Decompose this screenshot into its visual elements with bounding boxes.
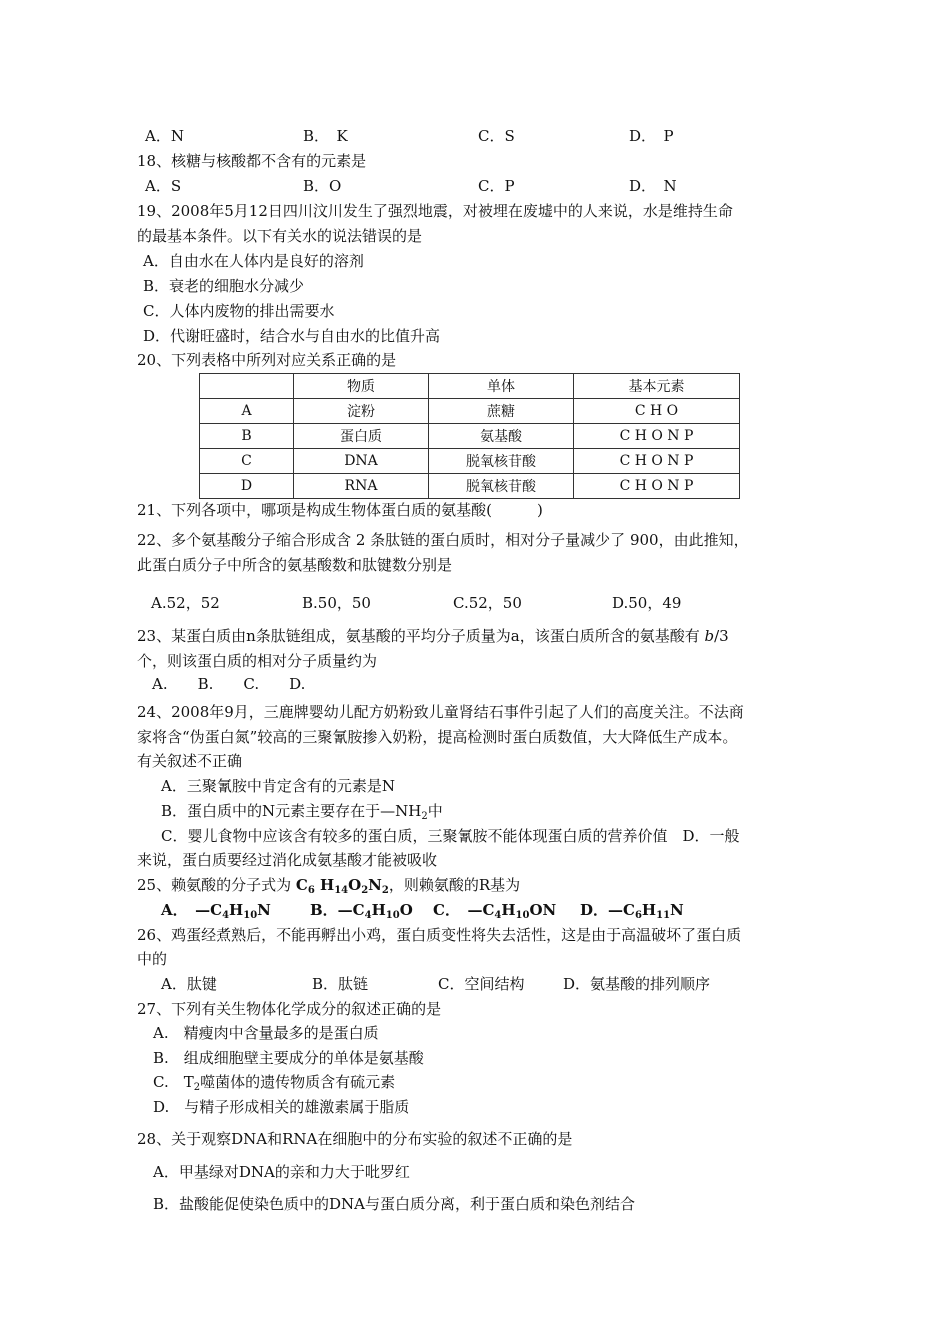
q18-stem: 18、核糖与核酸都不含有的元素是	[137, 152, 367, 170]
table-row	[200, 449, 740, 474]
table-header-cell: 物质	[294, 374, 429, 399]
q23-stem-line1	[137, 626, 729, 646]
q26-option-a: A．肽键	[161, 975, 217, 993]
q24-option-b	[161, 801, 443, 821]
table-cell: 蔗糖	[429, 399, 574, 424]
q27-stem: 27、下列有关生物体化学成分的叙述正确的是	[137, 1000, 442, 1018]
q21-stem: 21、下列各项中，哪项是构成生物体蛋白质的氨基酸( )	[137, 501, 543, 519]
q25-option-c: C． $—C_4H_{10}ON$	[433, 901, 557, 921]
q27-option-b: B. 组成细胞壁主要成分的单体是氨基酸	[153, 1049, 424, 1067]
q17-option-b: B． K	[303, 127, 348, 145]
q26-option-d: D．氨基酸的排列顺序	[563, 975, 711, 993]
q24-stem-line1: 24、2008年9月，三鹿牌婴幼儿配方奶粉致儿童肾结石事件引起了人们的高度关注。不法商	[137, 703, 744, 721]
q28-stem: 28、关于观察DNA和RNA在细胞中的分布实验的叙述不正确的是	[137, 1130, 573, 1148]
table-cell: 淀粉	[294, 399, 429, 424]
q26-stem-line1: 26、鸡蛋经煮熟后，不能再孵出小鸡，蛋白质变性将失去活性，这是由于高温破坏了蛋白质	[137, 926, 742, 944]
table-cell: C	[200, 449, 294, 474]
q24-option-b-tail: 中	[427, 802, 443, 820]
q19-option-b: B．衰老的细胞水分减少	[143, 277, 305, 295]
q18-option-b: B．O	[303, 177, 342, 195]
table-row	[200, 399, 740, 424]
table-header-cell	[200, 374, 294, 399]
q24-option-b-sub: 2	[421, 811, 428, 822]
q17-option-a: A．N	[145, 127, 184, 145]
q23-stem-var-b: b	[704, 627, 715, 645]
q24-option-a: A．三聚氰胺中肯定含有的元素是N	[161, 777, 395, 795]
q24-option-d-cont: 来说，蛋白质要经过消化成氨基酸才能被吸收	[137, 851, 438, 869]
table-cell: DNA	[294, 449, 429, 474]
q26-option-c: C．空间结构	[438, 975, 525, 993]
table-header-row	[200, 374, 740, 399]
q20-table	[199, 373, 740, 499]
q19-stem-line2: 的最基本条件。以下有关水的说法错误的是	[137, 227, 423, 245]
table-cell: C H O	[574, 399, 740, 424]
table-row	[200, 474, 740, 499]
q17-option-c: C．S	[478, 127, 515, 145]
q27-option-d: D. 与精子形成相关的雄激素属于脂质	[153, 1098, 410, 1116]
table-row	[200, 424, 740, 449]
table-cell: C H O N P	[574, 474, 740, 499]
table-cell: RNA	[294, 474, 429, 499]
q25-option-b: B．$—C_4H_{10}O$	[310, 901, 413, 921]
q25-option-d: D．$—C_6H_{11}N$	[580, 901, 684, 921]
table-cell: 蛋白质	[294, 424, 429, 449]
table-header-cell: 基本元素	[574, 374, 740, 399]
q20-stem: 20、下列表格中所列对应关系正确的是	[137, 351, 397, 369]
q19-option-c: C．人体内废物的排出需要水	[143, 302, 335, 320]
q27-option-a: A. 精瘦肉中含量最多的是蛋白质	[153, 1024, 379, 1042]
q19-option-a: A．自由水在人体内是良好的溶剂	[143, 252, 364, 270]
q24-option-b-text: B．蛋白质中的N元素主要存在于—NH	[161, 802, 422, 820]
q22-stem-line2: 此蛋白质分子中所含的氨基酸数和肽键数分别是	[137, 556, 453, 574]
q27-option-c: C. $T_2$噬菌体的遗传物质含有硫元素	[153, 1073, 396, 1093]
q23-stem-part3: /3	[714, 627, 729, 645]
q26-stem-line2: 中的	[137, 950, 168, 968]
q19-stem-line1: 19、2008年5月12日四川汶川发生了强烈地震，对被埋在废墟中的人来说，水是维持生命	[137, 202, 733, 220]
q25-stem-part1: 25、赖氨酸的分子式为	[137, 876, 296, 894]
q18-option-c: C．P	[478, 177, 515, 195]
q19-option-d: D．代谢旺盛时，结合水与自由水的比值升高	[143, 327, 441, 345]
table-cell: A	[200, 399, 294, 424]
q18-option-d: D． N	[629, 177, 677, 195]
table-cell: 脱氧核苷酸	[429, 449, 574, 474]
q18-option-a: A．S	[145, 177, 182, 195]
q25-option-a: A． $—C_4H_{10}N$	[161, 901, 271, 921]
table-cell: 氨基酸	[429, 424, 574, 449]
table-cell: D	[200, 474, 294, 499]
q22-stem-line1: 22、多个氨基酸分子缩合形成含 2 条肽链的蛋白质时，相对分子量减少了 900，由此推知，	[137, 531, 749, 549]
q25-stem	[137, 875, 520, 895]
q22-option-a: A.52，52	[151, 594, 220, 612]
table-cell: B	[200, 424, 294, 449]
table-header-cell: 单体	[429, 374, 574, 399]
table-cell: C H O N P	[574, 449, 740, 474]
q22-option-d: D.50，49	[612, 594, 682, 612]
q24-option-c: C．婴儿食物中应该含有较多的蛋白质，三聚氰胺不能体现蛋白质的营养价值 D．一般	[161, 827, 740, 845]
q22-option-c: C.52，50	[453, 594, 522, 612]
q17-option-d: D． P	[629, 127, 674, 145]
q24-stem-line2: 家将含“伪蛋白氮”较高的三聚氰胺掺入奶粉，提高检测时蛋白质数值，大大降低生产成本。	[137, 728, 738, 746]
table-cell: C H O N P	[574, 424, 740, 449]
q22-option-b: B.50，50	[302, 594, 371, 612]
q26-option-b: B．肽链	[312, 975, 369, 993]
q25-formula: $C_6$ $H_{14}O_2N_2$	[295, 876, 389, 896]
q28-option-b: B．盐酸能促使染色质中的DNA与蛋白质分离，利于蛋白质和染色剂结合	[153, 1195, 636, 1213]
table-cell: 脱氧核苷酸	[429, 474, 574, 499]
q28-option-a: A．甲基绿对DNA的亲和力大于吡罗红	[153, 1163, 410, 1181]
q24-stem-line3: 有关叙述不正确	[137, 752, 243, 770]
q23-stem-line2: 个，则该蛋白质的相对分子质量约为	[137, 652, 378, 670]
q23-stem-part1: 23、某蛋白质由n条肽链组成，氨基酸的平均分子质量为a，该蛋白质所含的氨基酸有	[137, 627, 705, 645]
q23-options: A. B. C. D.	[152, 675, 306, 693]
q25-stem-part2: ，则赖氨酸的R基为	[388, 876, 521, 894]
